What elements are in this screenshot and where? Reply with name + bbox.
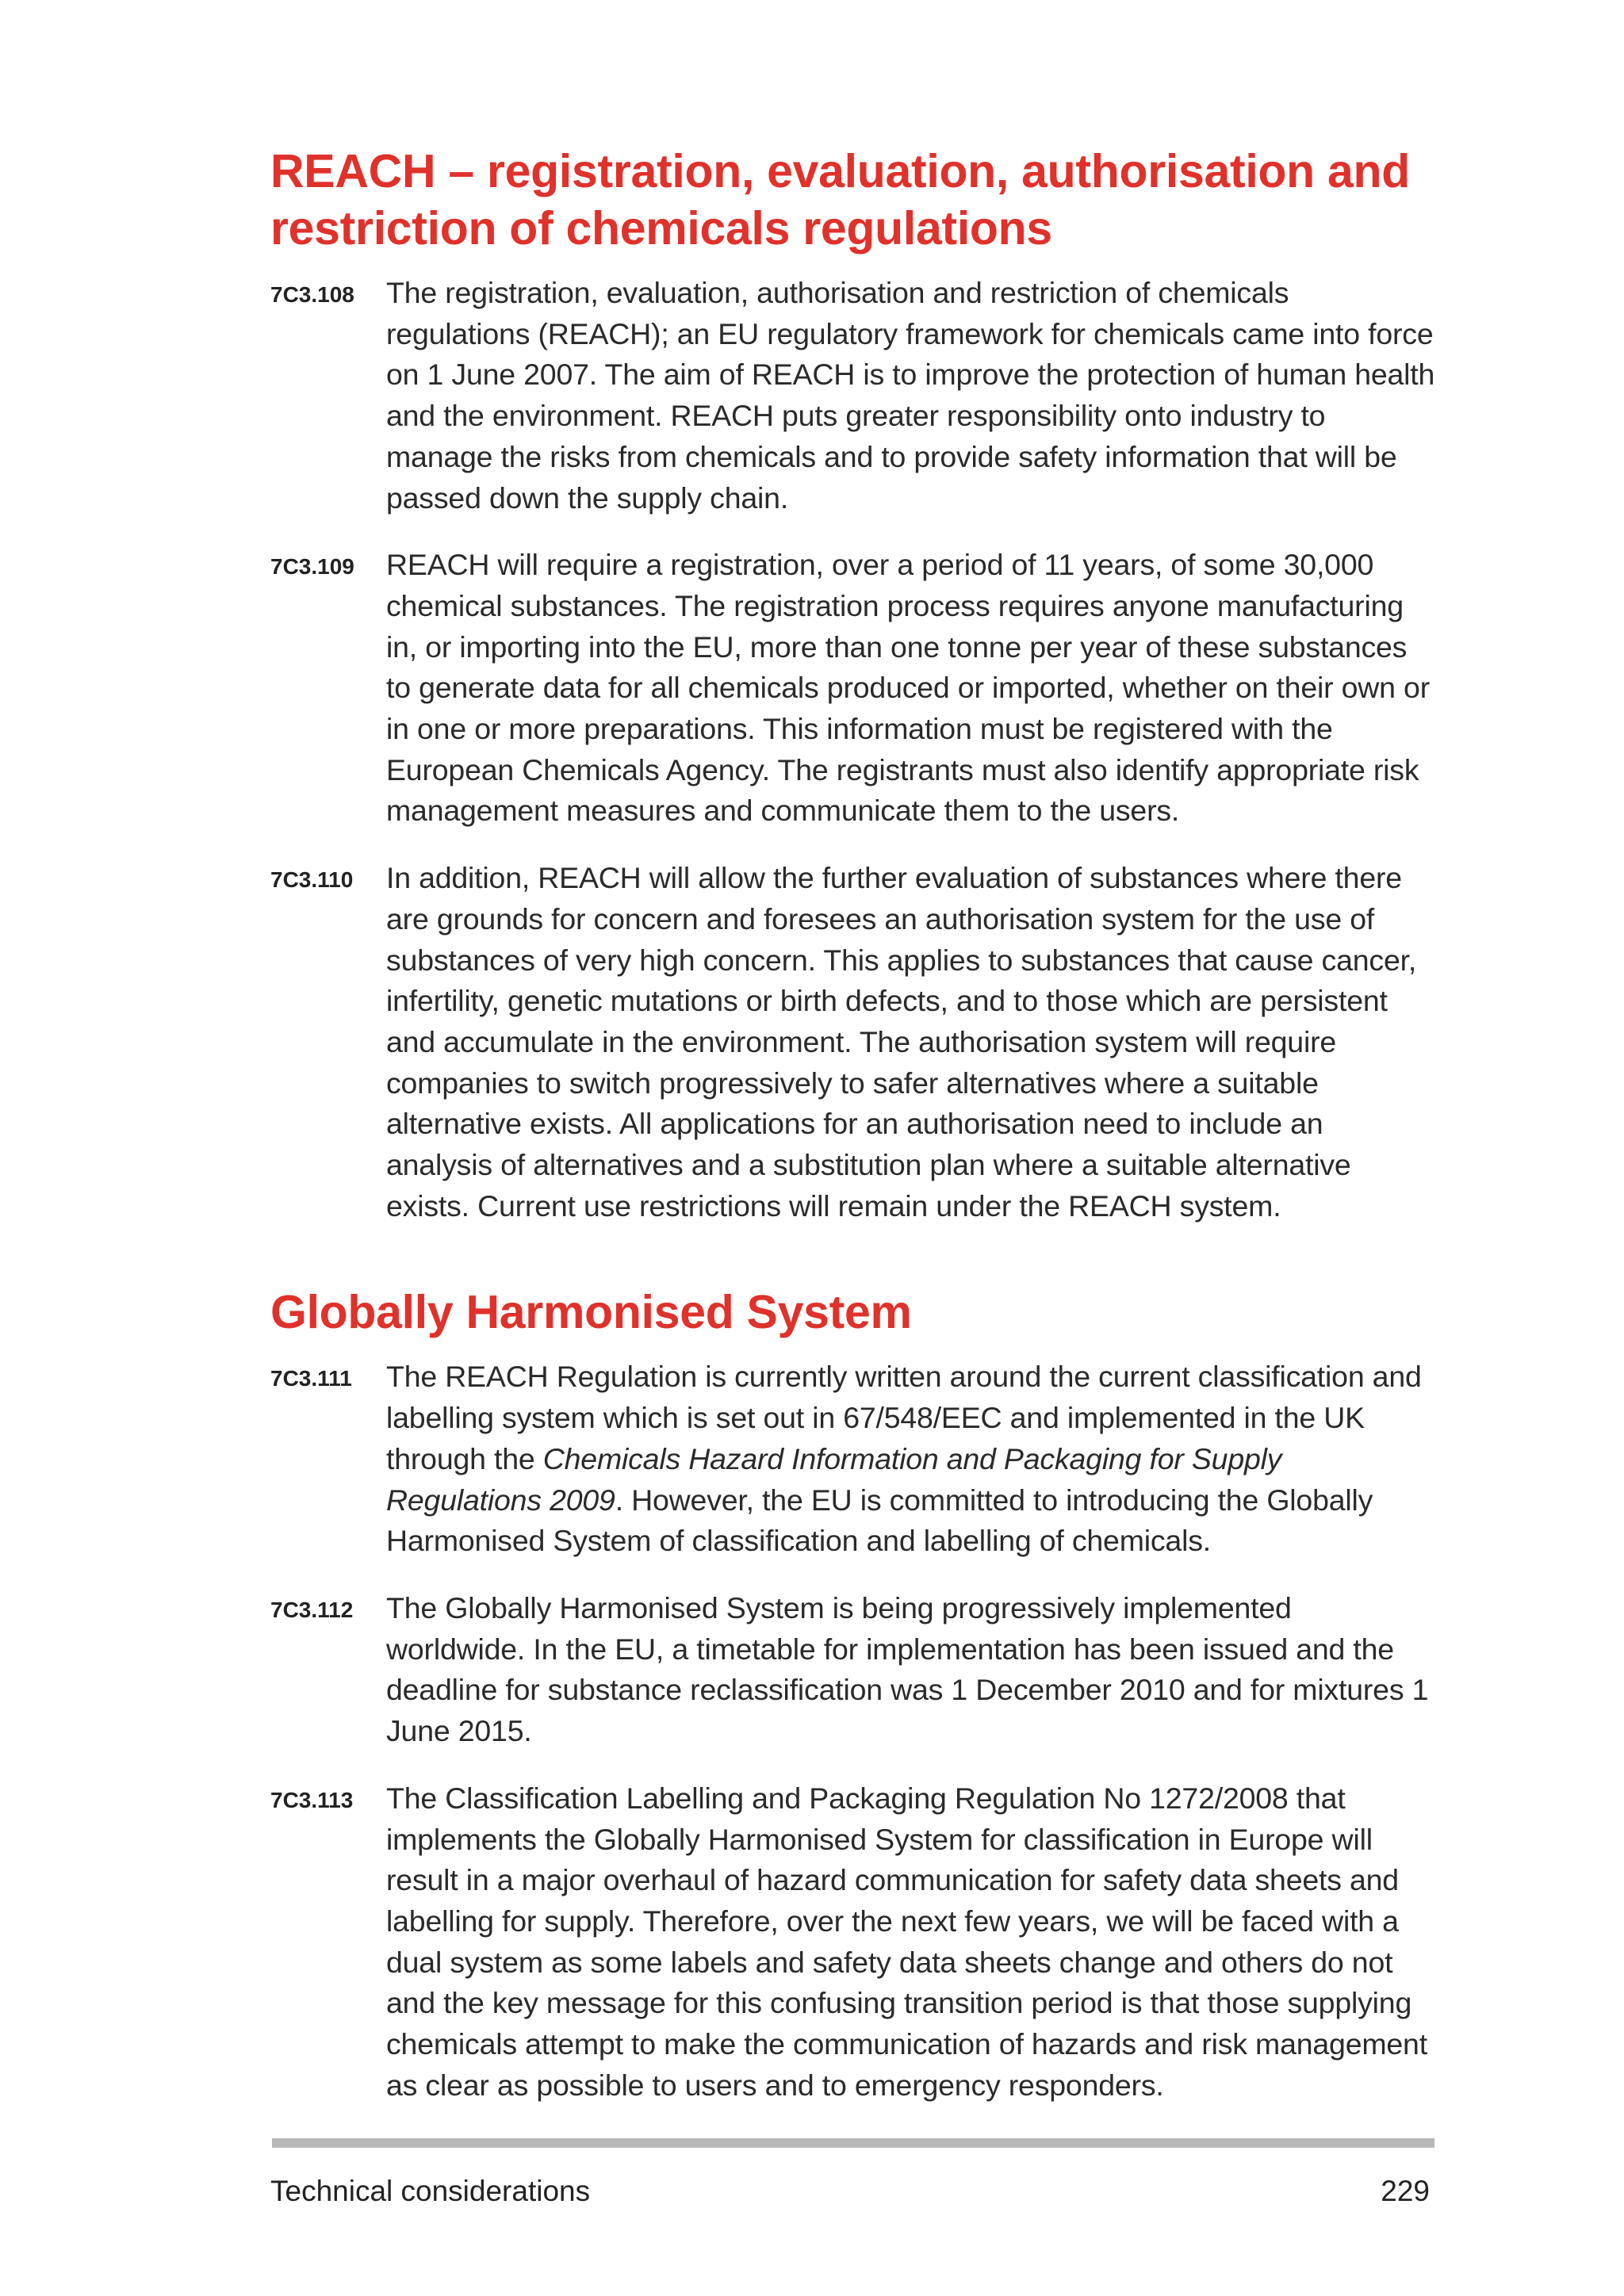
paragraph-number: 7C3.111	[270, 1366, 352, 1391]
paragraph-7c3-111	[270, 1357, 1436, 1562]
paragraph-7c3-108	[270, 273, 1436, 519]
paragraph-text-start: The REACH Regulation is currently written around the current classification and labelling system which is set out in 67/548/EEC and implemented in the UK through the	[386, 1360, 1422, 1475]
paragraph-7c3-113	[270, 1778, 1436, 2107]
paragraph-number: 7C3.110	[270, 867, 354, 893]
paragraph-text	[386, 1357, 1436, 1562]
paragraph-7c3-109	[270, 545, 1436, 832]
paragraph-7c3-112	[270, 1588, 1436, 1752]
footer-divider	[272, 2138, 1434, 2148]
page-footer	[270, 2172, 1430, 2210]
paragraph-7c3-110	[270, 858, 1436, 1226]
paragraph-text: In addition, REACH will allow the further evaluation of substances where there are grounds for concern and foresees an authorisation system for the use of substances of very high concern. This applies to substances that cause cancer, infertility, genetic mutations or birth defects, and to those which are persistent and accumulate in the environment. The authorisation system will require companies to switch progressively to safer alternatives where a suitable alternative exists. All applications for an authorisation need to include an analysis of alternatives and a substitution plan where a suitable alternative exists. Current use restrictions will remain under the REACH system.	[386, 861, 1417, 1223]
paragraph-number: 7C3.113	[270, 1787, 354, 1812]
paragraph-text-end: . However, the EU is committed to introducing the Globally Harmonised System of classification and labelling of chemicals.	[386, 1483, 1373, 1558]
paragraph-number: 7C3.112	[270, 1597, 354, 1622]
paragraph-number: 7C3.109	[270, 554, 354, 580]
section-heading-reach: REACH – registration, evaluation, authorisation and restriction of chemicals regulations	[270, 145, 1410, 254]
paragraph-number: 7C3.108	[270, 282, 354, 307]
page-content	[270, 143, 1436, 2132]
paragraph-text: The Classification Labelling and Packaging Regulation No 1272/2008 that implements the Globally Harmonised System for classification in Europe will result in a major overhaul of hazard communication for safety data sheets and labelling for supply. Therefore, over the next few years, we will be faced with a dual system as some labels and safety data sheets change and others do not and the key message for this confusing transition period is that those supplying chemicals attempt to make the communication of hazards and risk management as clear as possible to users and to emergency responders.	[386, 1781, 1427, 2102]
paragraph-text: The registration, evaluation, authorisation and restriction of chemicals regulations (REACH); an EU regulatory framework for chemicals came into force on 1 June 2007. The aim of REACH is to improve the protection of human health and the environment. REACH puts greater responsibility onto industry to manage the risks from chemicals and to provide safety information that will be passed down the supply chain.	[386, 276, 1435, 515]
footer-section-title: Technical considerations	[270, 2175, 591, 2207]
regulation-title-italic: Chemicals Hazard Information and Packaging for Supply Regulations 2009	[386, 1441, 1282, 1517]
section-heading-ghs: Globally Harmonised System	[270, 1286, 912, 1339]
paragraph-text: The Globally Harmonised System is being progressively implemented worldwide. In the EU, a timetable for implementation has been issued and the deadline for substance reclassification was 1 December 2010 and for mixtures 1 June 2015.	[386, 1590, 1429, 1748]
page-number: 229	[1381, 2175, 1430, 2207]
paragraph-text: REACH will require a registration, over a period of 11 years, of some 30,000 chemical substances. The registration process requires anyone manufacturing in, or importing into the EU, more than one tonne per year of these substances to generate data for all chemicals produced or imported, whether on their own or in one or more preparations. This information must be registered with the European Chemicals Agency. The registrants must also identify appropriate risk management measures and communicate them to the users.	[386, 548, 1430, 828]
